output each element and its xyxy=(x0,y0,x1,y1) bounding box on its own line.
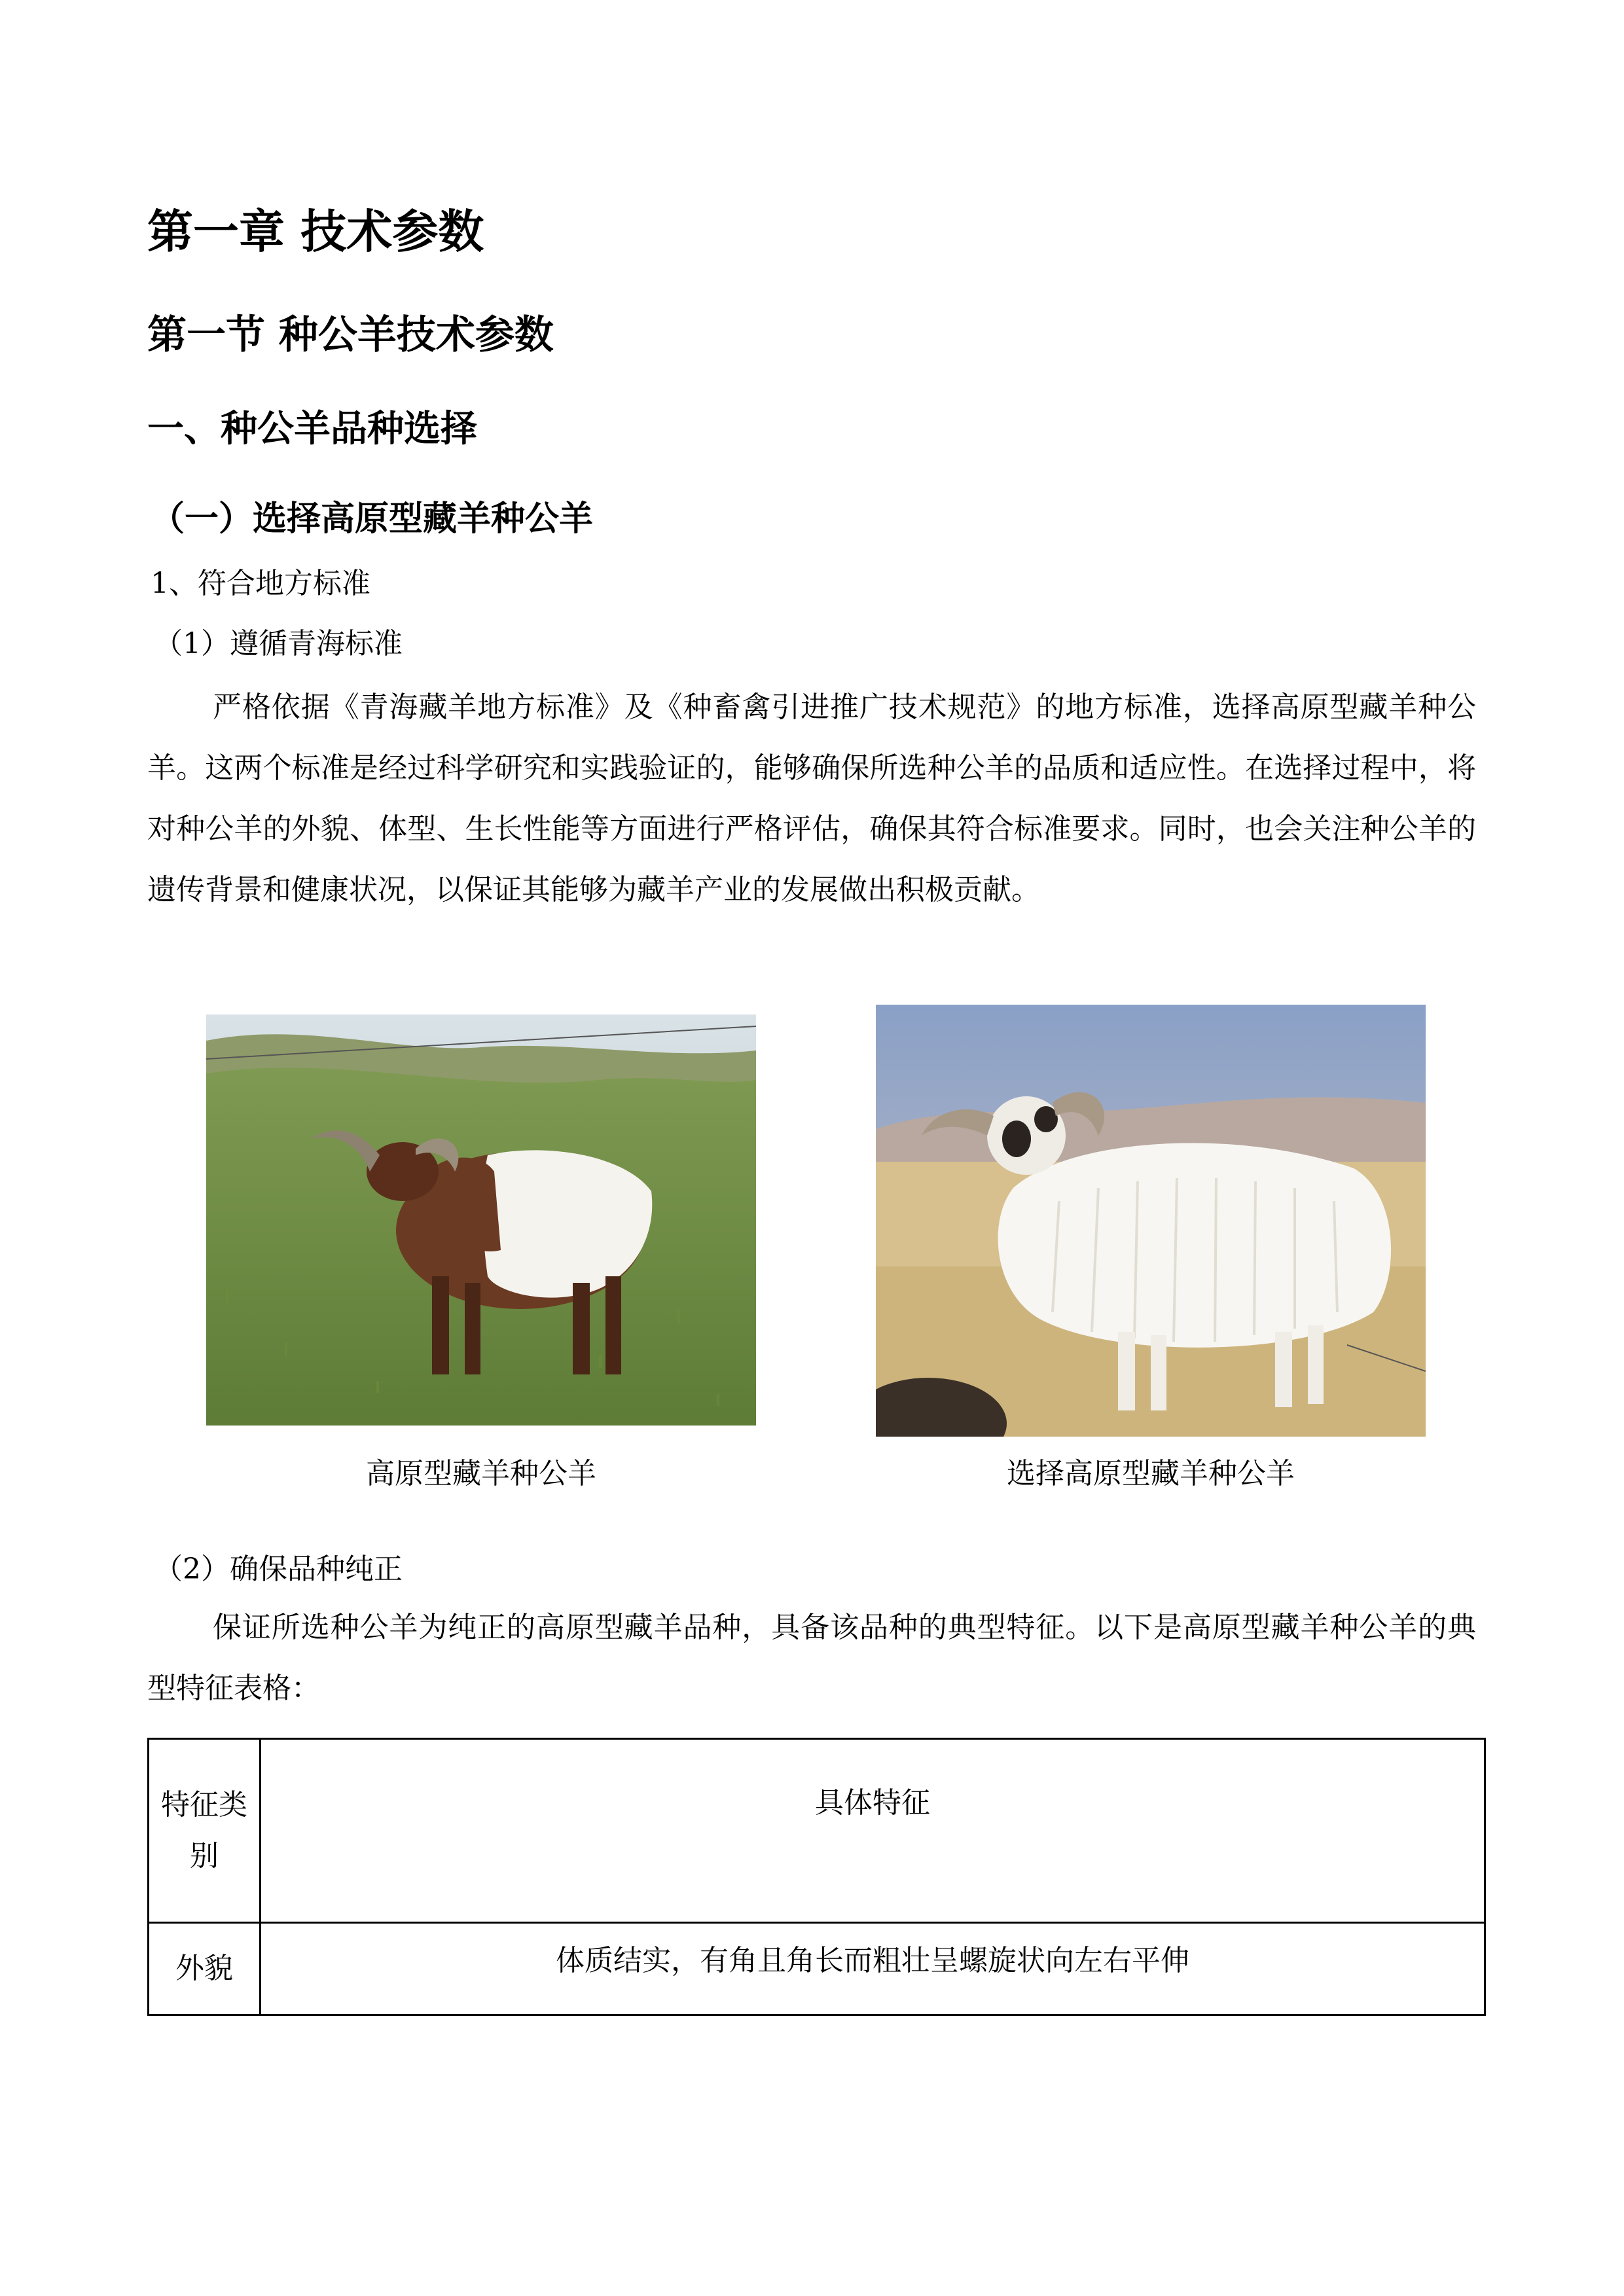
table-header-cell: 特征类别 xyxy=(149,1739,261,1923)
item-subheading: （1）遵循青海标准 xyxy=(154,627,403,660)
figure-caption: 选择高原型藏羊种公羊 xyxy=(1007,1457,1295,1490)
table-cell: 体质结实，有角且角长而粗壮呈螺旋状向左右平伸 xyxy=(261,1923,1485,2015)
feature-table xyxy=(147,1738,1486,2016)
table-header-row xyxy=(149,1739,1485,1923)
ram-photo-pasture xyxy=(206,1014,756,1426)
body-paragraph: 保证所选种公羊为纯正的高原型藏羊品种，具备该品种的典型特征。以下是高原型藏羊种公羊的典型特征表格： xyxy=(147,1611,1476,1705)
item-heading: 1、符合地方标准 xyxy=(151,567,370,600)
table-row xyxy=(149,1923,1485,2015)
ram-photo-desert xyxy=(876,1005,1426,1437)
subsection-title: 一、种公羊品种选择 xyxy=(147,408,477,450)
table-header-cell: 具体特征 xyxy=(261,1739,1485,1923)
chapter-title: 第一章 技术参数 xyxy=(147,205,484,259)
item-subheading: （2）确保品种纯正 xyxy=(154,1552,403,1586)
sub-subsection-title: （一）选择高原型藏羊种公羊 xyxy=(151,499,594,539)
figure-caption: 高原型藏羊种公羊 xyxy=(366,1457,596,1490)
body-paragraph: 严格依据《青海藏羊地方标准》及《种畜禽引进推广技术规范》的地方标准，选择高原型藏羊种公羊。这两个标准是经过科学研究和实践验证的，能够确保所选种公羊的品质和适应性。在选择过程中，将对种公羊的外貌、体型、生长性能等方面进行严格评估，确保其符合标准要求。同时，也会关注种公羊的遗传背景和健康状况，以保证其能够为藏羊产业的发展做出积极贡献。 xyxy=(147,691,1476,906)
table-cell: 外貌 xyxy=(149,1923,261,2015)
section-title: 第一节 种公羊技术参数 xyxy=(147,312,554,358)
